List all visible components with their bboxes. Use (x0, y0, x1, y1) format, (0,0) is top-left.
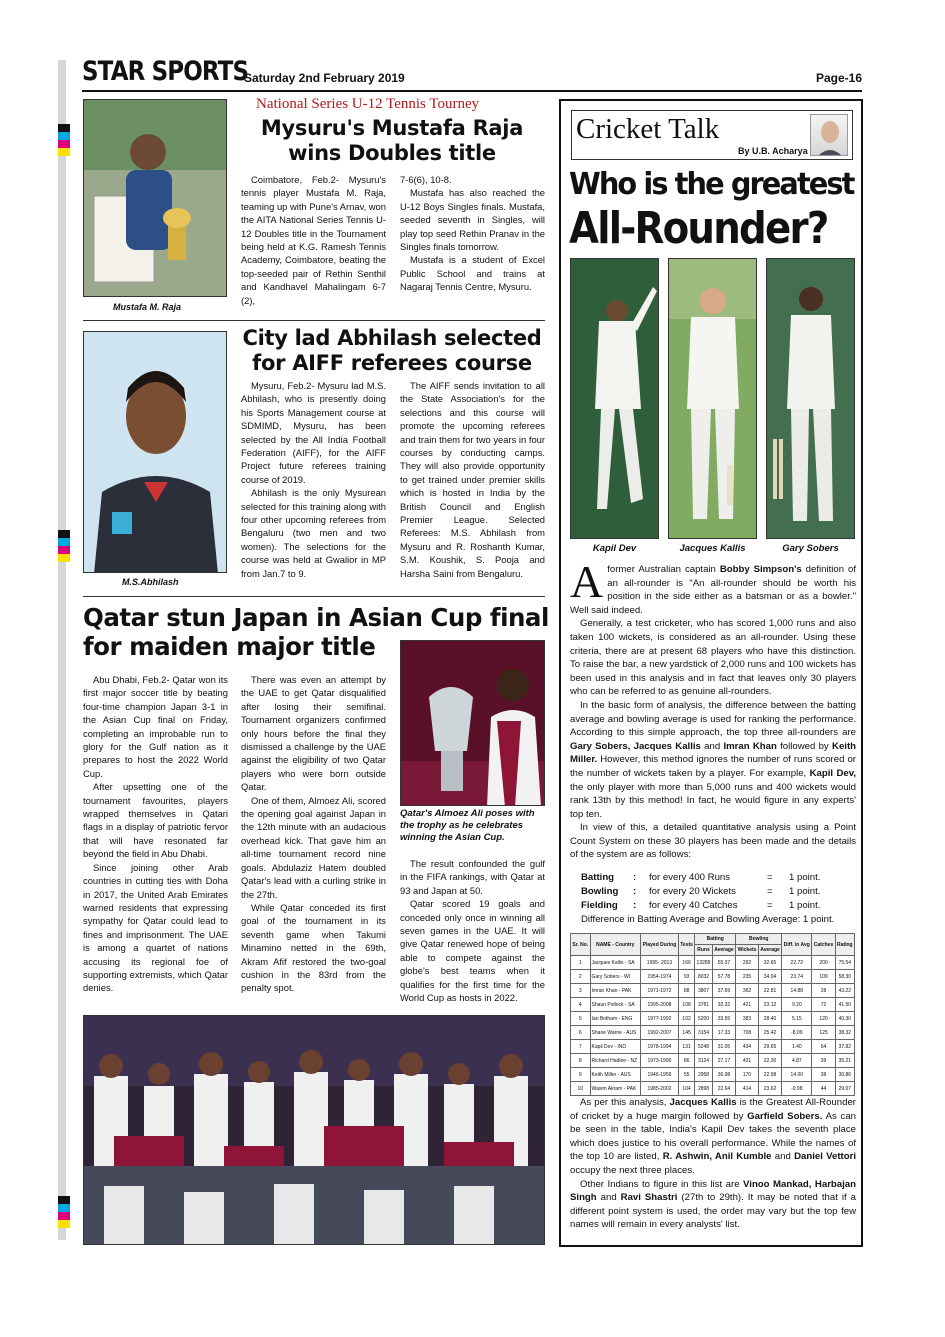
table-cell: 145 (678, 1026, 694, 1040)
table-cell: Imran Khan - PAK (590, 984, 640, 998)
table-cell: 23.12 (758, 998, 781, 1012)
byline: By U.B. Acharya (738, 146, 808, 156)
aiff-headline: City lad Abhilash selected for AIFF referees course (242, 326, 542, 375)
table-cell: 383 (736, 1012, 759, 1026)
cricket-text-bold: Bobby Simpson's (719, 564, 802, 575)
col-header: Tests (678, 934, 694, 956)
table-cell: 8 (571, 1054, 591, 1068)
col-header: Bowling (736, 934, 782, 945)
point-eq: = (767, 900, 773, 911)
table-cell: 1 (571, 956, 591, 970)
table-cell: 131 (678, 1040, 694, 1054)
table-row (571, 956, 855, 970)
col-header: Batting (695, 934, 736, 945)
table-cell: 28 (812, 984, 835, 998)
aiff-para: Abhilash is the only Mysurean selected for this training along with four other upcoming referees from Bengaluru (two men and two women). The selections for the course was held at Gwalior in MP from Jan.7 to 9. (241, 487, 386, 579)
cricket-text: definition of an all-rounder is "An all-rounder should be worth his position in the side either as a batsman or as a bowler." Well said indeed. (570, 564, 856, 616)
table-cell: 3807 (695, 984, 713, 998)
brand-logo: STAR SPORTS (82, 56, 249, 87)
table-cell: 5 (571, 1012, 591, 1026)
point-label: Batting (581, 872, 615, 883)
table-cell: 13289 (695, 956, 713, 970)
point-rule: for every 400 Runs (649, 872, 731, 883)
table-cell: 1978-1994 (640, 1040, 678, 1054)
cricket-text: is the Greatest All-Rounder of cricket by a huge margin followed by (570, 1097, 856, 1122)
cricket-text: the only player with more than 5,000 runs and 400 wickets would rank 13th by this method! In fact, he would figure in any experts' top ten. (570, 781, 856, 820)
aiff-col-2 (400, 379, 545, 580)
table-cell: Richard Hadlee - NZ (590, 1054, 640, 1068)
table-cell: 2898 (695, 1082, 713, 1096)
table-cell: 29.07 (835, 1082, 854, 1096)
table-cell: 170 (736, 1068, 759, 1082)
kapil-dev-photo (570, 258, 659, 539)
table-cell: 292 (736, 956, 759, 970)
table-cell: -0.98 (782, 1082, 812, 1096)
table-cell: 2958 (695, 1068, 713, 1082)
cricket-text: In the basic form of analysis, the difference between the batting average and bowling average is used for ranking the performance. According to this simple approach, the top three all-rounders are (570, 699, 856, 739)
point-value: 1 point. (789, 872, 821, 883)
table-cell: 37.69 (712, 984, 735, 998)
table-cell: 27.17 (712, 1054, 735, 1068)
point-row: Batting : for every 400 Runs = 1 point. (581, 871, 824, 885)
qatar-para: Since joining other Arab countries in cutting ties with Doha in 2017, the United Arab Emirates warned residents that expressing sympathy for Qatar could lead to fines and imprisonment. The UAE is among a quartet of nations accusing its regional foe of supporting extremists, which Qatar denies. (83, 861, 228, 994)
table-cell: 28.40 (758, 1012, 781, 1026)
cricket-text: and (771, 1151, 795, 1163)
tennis-col-2 (400, 173, 545, 294)
table-cell: 36.98 (712, 1068, 735, 1082)
table-cell: 22.72 (782, 956, 812, 970)
drop-cap: A (570, 556, 604, 607)
table-cell: 86 (678, 1054, 694, 1068)
table-cell: 44 (812, 1082, 835, 1096)
table-cell: 14.00 (782, 1068, 812, 1082)
table-cell: 72 (812, 998, 835, 1012)
point-rule: for every 20 Wickets (649, 886, 736, 897)
table-cell: 3 (571, 984, 591, 998)
table-row (571, 1054, 855, 1068)
qatar-col-2 (241, 673, 386, 995)
point-system (581, 871, 824, 913)
table-cell: 5200 (695, 1012, 713, 1026)
table-cell: 9.20 (782, 998, 812, 1012)
table-cell: 23.74 (782, 970, 812, 984)
table-cell: 1992-2007 (640, 1026, 678, 1040)
table-cell: 38.32 (835, 1026, 854, 1040)
table-cell: 200 (812, 956, 835, 970)
table-cell: 23.62 (758, 1082, 781, 1096)
table-cell: 25.42 (758, 1026, 781, 1040)
table-cell: 30.86 (835, 1068, 854, 1082)
cricket-conclusion (570, 1096, 856, 1232)
points-note: Difference in Batting Average and Bowling Average: 1 point. (581, 914, 835, 925)
table-cell: 109 (812, 970, 835, 984)
abhilash-photo (83, 331, 227, 573)
table-cell: 6 (571, 1026, 591, 1040)
cricket-text-bold: Gary Sobers, Jacques Kallis (570, 740, 701, 752)
cricket-text: As per this analysis, (580, 1097, 670, 1108)
table-cell: 102 (678, 1012, 694, 1026)
table-cell: 434 (736, 1040, 759, 1054)
table-cell: 362 (736, 984, 759, 998)
registration-marks (58, 124, 70, 156)
sub-header: Average (758, 945, 781, 956)
table-cell: 35.21 (835, 1054, 854, 1068)
table-cell: 29.65 (758, 1040, 781, 1054)
divider (83, 596, 545, 597)
margin-strip (58, 60, 66, 1240)
table-cell: 14.88 (782, 984, 812, 998)
table-cell: 120 (812, 1012, 835, 1026)
cricket-text: former Australian captain (607, 564, 720, 575)
point-eq: = (767, 872, 773, 883)
table-cell: 1995-2008 (640, 998, 678, 1012)
mustafa-photo (83, 99, 227, 297)
sub-header: Average (712, 945, 735, 956)
tennis-para: Mustafa has also reached the U-12 Boys Singles finals. Mustafa, seeded seventh in Singles, will play top seed Rethin Pranav in the Singles finals tomorrow. (400, 187, 545, 253)
cricket-text-bold: Kapil Dev, (809, 767, 856, 779)
table-cell: 708 (736, 1026, 759, 1040)
cricket-talk-masthead (571, 110, 853, 160)
table-cell: 5248 (695, 1040, 713, 1054)
table-cell: Wasim Akram - PAK (590, 1082, 640, 1096)
table-cell: 43.22 (835, 984, 854, 998)
cricket-headline-1: Who is the greatest (569, 167, 854, 202)
table-cell: Kapil Dev - IND (590, 1040, 640, 1054)
table-cell: 40.30 (835, 1012, 854, 1026)
col-header: NAME - Country (590, 934, 640, 956)
cricket-text-bold: Jacques Kallis (669, 1097, 737, 1108)
table-cell: 22.64 (712, 1082, 735, 1096)
cricket-text: As can be seen in the table, India's Kapil Dev takes the seventh place which does justice to his overall performance. While the names of the top 10 are listed, (570, 1110, 857, 1163)
col-header: Played During (640, 934, 678, 956)
table-cell: Shaun Pollock - SA (590, 998, 640, 1012)
cricket-body (570, 556, 856, 862)
col-header: Catches (812, 934, 835, 956)
table-cell: 421 (736, 998, 759, 1012)
table-cell: 125 (812, 1026, 835, 1040)
table-cell: 58.30 (835, 970, 854, 984)
table-cell: 4.87 (782, 1054, 812, 1068)
table-cell: 9 (571, 1068, 591, 1082)
table-cell: 1.40 (782, 1040, 812, 1054)
gary-sobers-photo (766, 258, 855, 539)
cricket-text-bold: Keith Miller. (570, 740, 856, 766)
table-cell: 3154 (695, 1026, 713, 1040)
column-title: Cricket Talk (576, 113, 720, 145)
table-cell: 10 (571, 1082, 591, 1096)
qatar-para: After upsetting one of the tournament favourites, players wrapped themselves in Qatari flags in a display of patriotic fervor that will have resonated far beyond the field in Abu Dhabi. (83, 781, 228, 860)
table-cell: Jacques Kallis - SA (590, 956, 640, 970)
cricket-text-bold: Vinoo Mankad, Harbajan Singh (570, 1178, 856, 1204)
cricket-text: However, this method ignores the number of runs scored or the number of wickets taken by a player. For example, (570, 754, 856, 779)
almoez-trophy-photo (400, 640, 545, 806)
table-row (571, 1026, 855, 1040)
table-cell: 104 (678, 1082, 694, 1096)
table-cell: 55 (678, 1068, 694, 1082)
table-cell: 38 (812, 1068, 835, 1082)
table-cell: 1973-1990 (640, 1054, 678, 1068)
point-label: Fielding (581, 900, 618, 911)
table-row (571, 970, 855, 984)
table-cell: 431 (736, 1054, 759, 1068)
table-cell: 41.50 (835, 998, 854, 1012)
table-cell: 3781 (695, 998, 713, 1012)
qatar-col-3 (400, 857, 545, 1004)
issue-date: Saturday 2nd February 2019 (244, 71, 405, 85)
table-cell: 32.32 (712, 998, 735, 1012)
table-cell: 1954-1974 (640, 970, 678, 984)
table-cell: 88 (678, 984, 694, 998)
table-cell: -8.09 (782, 1026, 812, 1040)
almoez-caption: Qatar's Almoez Ali poses with the trophy as he celebrates winning the Asian Cup. (400, 808, 535, 843)
table-cell: 1946-1956 (640, 1068, 678, 1082)
cricket-text-bold: R. Ashwin, Anil Kumble (662, 1151, 772, 1163)
tennis-para: 7-6(6), 10-8. (400, 174, 452, 185)
qatar-para: The result confounded the gulf in the FIFA rankings, with Qatar at 93 and Japan at 50. (400, 858, 545, 896)
sub-header: Runs (695, 945, 713, 956)
table-cell: Keith Miller - AUS (590, 1068, 640, 1082)
qatar-para: Abu Dhabi, Feb.2- Qatar won its first major soccer title by beating four-time champion Japan 3-1 in the Asian Cup final on Friday, completing an improbable run to glory for the Gulf nation as it prepares to host the 2022 World Cup. (83, 674, 228, 779)
qatar-para: One of them, Almoez Ali, scored the opening goal against Japan in the 12th minute with an audacious overhead kick. That gave him an all-time tournament record nine goals. Abdulaziz Hatem doubled Qatar's lead with a curling strike in the 27th. (241, 794, 386, 900)
table-cell: 57.78 (712, 970, 735, 984)
table-cell: 7 (571, 1040, 591, 1054)
table-cell: 22.30 (758, 1054, 781, 1068)
table-cell: 33.55 (712, 1012, 735, 1026)
qatar-col-1 (83, 673, 228, 995)
cricket-text-bold: Daniel Vettori (794, 1151, 857, 1163)
table-row (571, 1068, 855, 1082)
table-row (571, 1082, 855, 1096)
col-header: Diff. in Avg (782, 934, 812, 956)
cricket-text-bold: Imran Khan (723, 740, 777, 752)
cricket-text: and (700, 740, 724, 752)
table-cell: 93 (678, 970, 694, 984)
table-cell: 166 (678, 956, 694, 970)
point-row: Bowling : for every 20 Wickets = 1 point. (581, 885, 824, 899)
cricket-talk-box (559, 99, 863, 1247)
divider (83, 320, 545, 321)
aiff-para: The AIFF sends invitation to all the State Association's for the selections and this course will promote the upcoming referees and train them for two years in four courses by conducting camps. They will also provide opportunity to get trained under premier skills which is hosted in India by the British Council and English Premier League. Selected Referees: M.S. Abhilash from Mysuru and R. Roshanth Kumar, S.M. Koushik, S. Pooja and Harsha Saini from Bengaluru. (400, 380, 545, 579)
table-cell: 1977-1992 (640, 1012, 678, 1026)
table-cell: 55.37 (712, 956, 735, 970)
table-row (571, 1012, 855, 1026)
point-eq: = (767, 886, 773, 897)
qatar-para: There was even an attempt by the UAE to get Qatar disqualified after losing their semifinal. Tournament organizers confirmed only hours before the final they dismissed a challenge by the UAE against the eligibility of two Qatar players who were born outside Qatar. (241, 674, 386, 793)
point-label: Bowling (581, 886, 619, 897)
col-header: Sr. No. (571, 934, 591, 956)
cricket-para (570, 699, 856, 821)
ranking-rows (571, 956, 855, 1096)
table-cell: 22.98 (758, 1068, 781, 1082)
table-cell: 2 (571, 970, 591, 984)
qatar-para: While Qatar conceded its first goal of the tournament in its seventh game when Takumi Minamino netted in the 69th, Akram Afif restored the two-goal cushion in the 83rd from the penalty spot. (241, 901, 386, 994)
photo-caption: Kapil Dev (592, 543, 637, 554)
table-cell: 31.05 (712, 1040, 735, 1054)
cricket-para: In view of this, a detailed quantitative analysis using a Point Count System on these 30 players has been made and the details of the system are as follows: (570, 822, 856, 861)
table-cell: 3124 (695, 1054, 713, 1068)
table-cell: 39 (812, 1054, 835, 1068)
aiff-para: Mysuru, Feb.2- Mysuru lad M.S. Abhilash, who is presently doing his Sports Management course at SDMIMD, Mysuru, has been selected by the All India Football Federation (AIFF), for the AIFF Project future referees training course of 2019. (241, 380, 386, 485)
table-row (571, 984, 855, 998)
table-cell: Shane Warne - AUS (590, 1026, 640, 1040)
table-row (571, 1040, 855, 1054)
table-cell: 1971-1972 (640, 984, 678, 998)
table-cell: 235 (736, 970, 759, 984)
qatar-team-photo (83, 1015, 545, 1245)
point-value: 1 point. (789, 886, 821, 897)
table-row (571, 998, 855, 1012)
all-rounder-ranking-table (570, 933, 855, 1096)
tennis-headline: Mysuru's Mustafa Raja wins Doubles title (260, 116, 524, 165)
cricket-text: followed by (776, 740, 833, 752)
table-cell: 34.04 (758, 970, 781, 984)
table-cell: 22.81 (758, 984, 781, 998)
tennis-col-1 (241, 173, 386, 307)
qatar-headline: Qatar stun Japan in Asian Cup final for maiden major title (83, 603, 549, 661)
point-value: 1 point. (789, 900, 821, 911)
aiff-col-1 (241, 379, 386, 580)
table-cell: 37.82 (835, 1040, 854, 1054)
tennis-para: Mustafa is a student of Excel Public School and trains at Nagaraj Tennis Centre, Mysuru. (400, 254, 545, 293)
tennis-para: Coimbatore, Feb.2- Mysuru's tennis player Mustafa M. Raja, teaming up with Pune's Arnav, won the AITA National Series Tennis U-12 Doubles title in the Tournament being held at K.G. Ramesh Tennis Academy, Coimbatore, beating the top-seeded pair of Rethin Senthil and Kandhavel Mahalingam 6-7 (2), (241, 174, 386, 306)
table-cell: 32.65 (758, 956, 781, 970)
cricket-text: Other Indians to figure in this list are (580, 1178, 744, 1190)
author-photo (810, 114, 848, 156)
registration-marks (58, 530, 70, 562)
sub-header: Wickets (736, 945, 759, 956)
table-cell: 1995- 2013 (640, 956, 678, 970)
table-cell: 414 (736, 1082, 759, 1096)
cricket-headline-2: All-Rounder? (569, 203, 828, 254)
table-cell: 108 (678, 998, 694, 1012)
cricket-para (570, 1178, 856, 1232)
table-cell: 1985-2002 (640, 1082, 678, 1096)
point-rule: for every 40 Catches (649, 900, 738, 911)
cricket-text-bold: Garfield Sobers. (747, 1110, 823, 1122)
jacques-kallis-photo (668, 258, 757, 539)
cricket-para: Generally, a test cricketer, who has scored 1,000 runs and also taken 100 wickets, is considered as an all-rounder. Using these criteria, there are at present 68 players who have this distinction. To raise the bar, a new yardstick of 2,000 runs and 100 wickets has been used in this analysis and in fact that leaves only 30 players who can be referred to as genuine all-rounders. (570, 618, 856, 698)
cricket-text: occupy the next three places. (570, 1164, 695, 1176)
cricket-para (570, 1096, 856, 1178)
abhilash-caption: M.S.Abhilash (122, 577, 179, 587)
point-row: Fielding : for every 40 Catches = 1 point. (581, 899, 824, 913)
page-number: Page-16 (815, 71, 862, 85)
col-header: Rating (835, 934, 854, 956)
table-cell: 75.54 (835, 956, 854, 970)
photo-caption: Jacques Kallis (679, 543, 746, 554)
table-cell: 17.33 (712, 1026, 735, 1040)
page-header (82, 56, 862, 92)
registration-marks (58, 1196, 70, 1228)
cricket-text-bold: Ravi Shastri (620, 1192, 678, 1204)
table-cell: 4 (571, 998, 591, 1012)
mustafa-caption: Mustafa M. Raja (113, 302, 182, 312)
cricket-text: and (596, 1192, 621, 1204)
table-cell: Ian Botham - ENG (590, 1012, 640, 1026)
photo-caption: Gary Sobers (782, 543, 839, 554)
qatar-para: Qatar scored 19 goals and conceded only once in winning all seven games in the UAE. It will give Qatar renewed hope of being able to compete against the globe's best teams when it qualifies for the first time for the World Cup as hosts in 2022. (400, 898, 545, 1004)
tennis-kicker: National Series U-12 Tennis Tourney (256, 96, 480, 112)
table-cell: 64 (812, 1040, 835, 1054)
table-cell: Gary Sobers - WI (590, 970, 640, 984)
table-cell: 8032 (695, 970, 713, 984)
cricket-text: (27th to 29th). It may be noted that if a different point system is used, the order may vary but the top few names will remain in every analysts' list. (570, 1192, 856, 1231)
table-cell: 5.15 (782, 1012, 812, 1026)
